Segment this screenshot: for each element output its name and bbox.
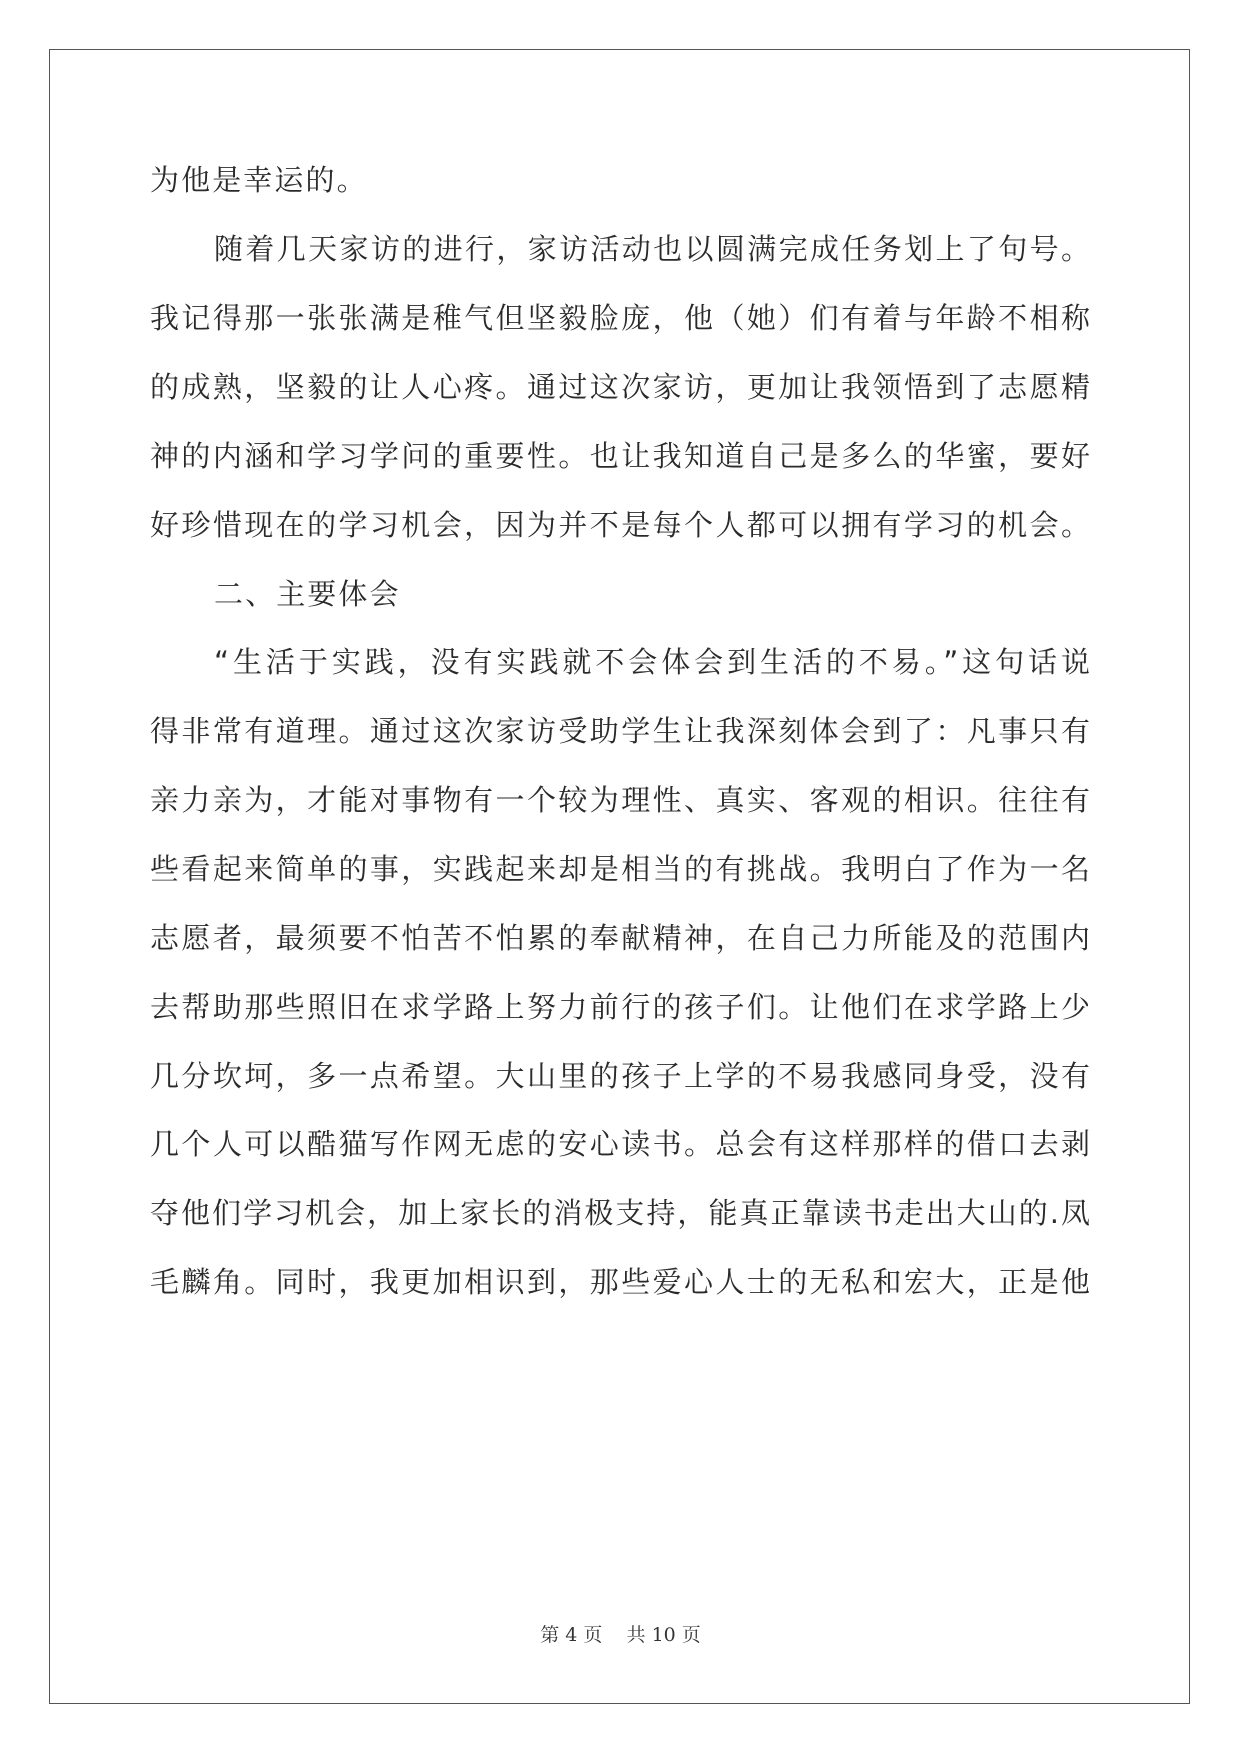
paragraph-line: “生活于实践，没有实践就不会体会到生活的不易。”这句话说 [214,645,1090,679]
paragraph-line: 神的内涵和学习学问的重要性。也让我知道自己是多么的华蜜，要好 [150,439,1090,473]
section-heading: 二、主要体会 [214,577,401,611]
paragraph-line: 亲力亲为，才能对事物有一个较为理性、真实、客观的相识。往往有 [150,783,1090,817]
paragraph-line: 的成熟，坚毅的让人心疼。通过这次家访，更加让我领悟到了志愿精 [150,370,1090,404]
paragraph-line: 志愿者，最须要不怕苦不怕累的奉献精神，在自己力所能及的范围内 [150,921,1090,955]
paragraph-line: 好珍惜现在的学习机会，因为并不是每个人都可以拥有学习的机会。 [150,508,1090,542]
paragraph-line: 随着几天家访的进行，家访活动也以圆满完成任务划上了句号。 [214,232,1090,266]
paragraph-line: 夺他们学习机会，加上家长的消极支持，能真正靠读书走出大山的.凤 [150,1196,1090,1230]
paragraph-line: 几个人可以酷猫写作网无虑的安心读书。总会有这样那样的借口去剥 [150,1127,1090,1161]
paragraph-line: 去帮助那些照旧在求学路上努力前行的孩子们。让他们在求学路上少 [150,990,1090,1024]
paragraph-line: 毛麟角。同时，我更加相识到，那些爱心人士的无私和宏大，正是他 [150,1265,1090,1299]
paragraph-line: 几分坎坷，多一点希望。大山里的孩子上学的不易我感同身受，没有 [150,1059,1090,1093]
paragraph-line: 为他是幸运的。 [150,163,368,197]
paragraph-line: 些看起来简单的事，实践起来却是相当的有挑战。我明白了作为一名 [150,852,1090,886]
paragraph-line: 得非常有道理。通过这次家访受助学生让我深刻体会到了：凡事只有 [150,714,1090,748]
paragraph-line: 我记得那一张张满是稚气但坚毅脸庞，他（她）们有着与年龄不相称 [150,301,1090,335]
page-number-footer: 第 4 页 共 10 页 [540,1624,701,1646]
